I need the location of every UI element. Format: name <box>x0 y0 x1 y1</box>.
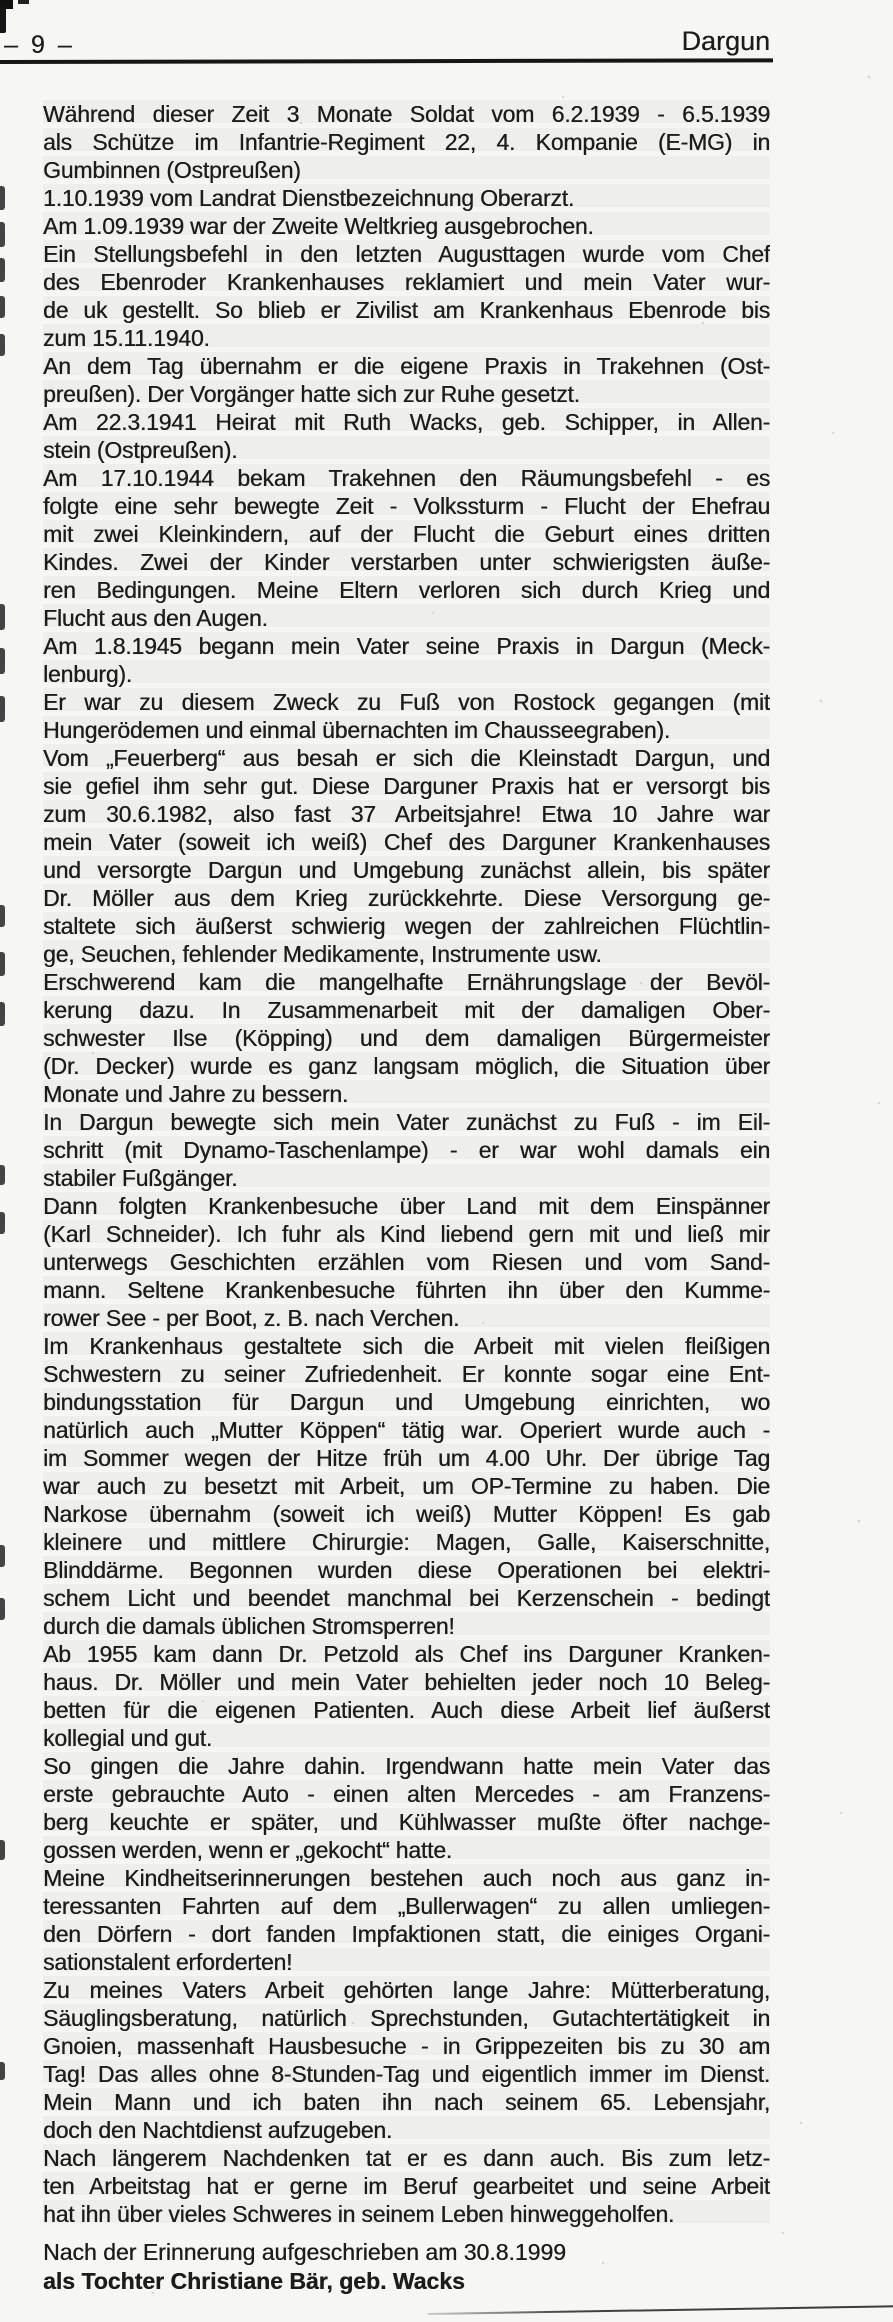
paragraph <box>43 464 770 632</box>
text-line: im Sommer wegen der Hitze früh um 4.00 Uhr. Der übrige Tag <box>43 1445 770 1471</box>
paragraph <box>43 1752 770 1864</box>
scan-artifact <box>0 222 5 247</box>
scan-artifact <box>0 1212 5 1234</box>
text-line: schritt (mit Dynamo-Taschenlampe) - er war wohl damals ein <box>43 1137 770 1163</box>
paragraph <box>43 1864 770 1976</box>
text-line: Zu meines Vaters Arbeit gehörten lange Jahre: Mütterberatung, <box>43 1977 770 2003</box>
scan-artifact <box>0 334 5 356</box>
text-line: Am 17.10.1944 bekam Trakehnen den Räumungsbefehl - es <box>43 465 770 491</box>
paragraph <box>43 1192 770 1332</box>
text-line: schem Licht und beendet manchmal bei Kerzenschein - bedingt <box>43 1585 770 1611</box>
text-line: kollegial und gut. <box>43 1725 213 1751</box>
text-line: Hungerödemen und einmal übernachten im Chausseegraben). <box>43 717 671 743</box>
text-line: preußen). Der Vorgänger hatte sich zur Ruhe gesetzt. <box>43 381 580 407</box>
paragraph <box>43 1108 770 1192</box>
text-line: Flucht aus den Augen. <box>43 605 268 631</box>
scan-artifact <box>0 1165 5 1185</box>
text-line: sie gefiel ihm sehr gut. Diese Darguner Praxis hat er versorgt bis <box>43 773 770 799</box>
text-line: durch die damals üblichen Stromsperren! <box>43 1613 455 1639</box>
text-line: Ein Stellungsbefehl in den letzten Augusttagen wurde vom Chef <box>43 241 770 267</box>
text-line: (Dr. Decker) wurde es ganz langsam möglich, die Situation über <box>43 1053 770 1079</box>
text-line: An dem Tag übernahm er die eigene Praxis in Trakehnen (Ost- <box>43 353 770 379</box>
scan-artifact <box>0 258 5 282</box>
text-line: berg keuchte er später, und Kühlwasser mußte öfter nachge- <box>43 1809 770 1835</box>
text-line: teressanten Fahrten auf dem „Bullerwagen“ zu allen umliegen- <box>43 1893 770 1919</box>
scan-artifact <box>0 952 5 976</box>
text-line: natürlich auch „Mutter Köppen“ tätig war. Operiert wurde auch - <box>43 1417 770 1443</box>
text-line: ten Arbeitstag hat er gerne im Beruf gearbeitet und seine Arbeit <box>43 2173 770 2199</box>
text-line: Nach längerem Nachdenken tat er es dann auch. Bis zum letz- <box>43 2145 770 2171</box>
text-line: erste gebrauchte Auto - einen alten Mercedes - am Franzens- <box>43 1781 770 1807</box>
scan-artifact <box>0 296 5 318</box>
text-line: mit zwei Kleinkindern, auf der Flucht die Geburt eines dritten <box>43 521 770 547</box>
text-line: Narkose übernahm (soweit ich weiß) Mutter Köppen! Es gab <box>43 1501 770 1527</box>
text-line: und versorgte Dargun und Umgebung zunächst allein, bis später <box>43 857 770 883</box>
header-rule <box>0 58 773 64</box>
paragraph <box>43 1332 770 1640</box>
text-line: Während dieser Zeit 3 Monate Soldat vom 6.2.1939 - 6.5.1939 <box>43 101 770 127</box>
text-line: Gnoien, massenhaft Hausbesuche - in Grippezeiten bis zu 30 am <box>43 2033 770 2059</box>
text-line: So gingen die Jahre dahin. Irgendwann hatte mein Vater das <box>43 1753 770 1779</box>
text-line: doch den Nachtdienst aufzugeben. <box>43 2117 393 2143</box>
page-number: – 9 – <box>4 31 75 59</box>
scan-artifact <box>0 1840 5 1860</box>
scan-artifact <box>0 1545 5 1567</box>
footer-signature: als Tochter Christiane Bär, geb. Wacks <box>43 2268 465 2294</box>
bottom-scan-edge-line <box>428 2305 893 2315</box>
text-line: ge, Seuchen, fehlender Medikamente, Instrumente usw. <box>43 941 602 967</box>
text-line: betten für die eigenen Patienten. Auch diese Arbeit lief äußerst <box>43 1697 770 1723</box>
text-line: stabiler Fußgänger. <box>43 1165 238 1191</box>
text-line: Gumbinnen (Ostpreußen) <box>43 157 301 183</box>
paragraph <box>43 2144 770 2228</box>
page-footer <box>43 2238 770 2296</box>
text-line: staltete sich äußerst schwierig wegen der zahlreichen Flüchtlin- <box>43 913 770 939</box>
text-line: Schwestern zu seiner Zufriedenheit. Er konnte sogar eine Ent- <box>43 1361 770 1387</box>
text-line: gossen werden, wenn er „gekocht“ hatte. <box>43 1837 452 1863</box>
paragraph <box>43 1640 770 1752</box>
scan-artifact <box>0 2062 5 2080</box>
text-line: Am 22.3.1941 Heirat mit Ruth Wacks, geb. Schipper, in Allen- <box>43 409 770 435</box>
scan-artifact <box>0 1002 5 1026</box>
text-line: ren Bedingungen. Meine Eltern verloren sich durch Krieg und <box>43 577 770 603</box>
text-line: Monate und Jahre zu bessern. <box>43 1081 349 1107</box>
paragraph <box>43 1976 770 2144</box>
paragraph <box>43 744 770 968</box>
text-line: bindungsstation für Dargun und Umgebung einrichten, wo <box>43 1389 770 1415</box>
text-line: sationstalent erforderten! <box>43 1949 293 1975</box>
scan-artifact <box>0 1598 5 1620</box>
text-line: schwester Ilse (Köpping) und dem damaligen Bürgermeister <box>43 1025 770 1051</box>
text-line: den Dörfern - dort fanden Impfaktionen statt, die einiges Organi- <box>43 1921 770 1947</box>
scan-artifact <box>0 604 5 630</box>
text-line: unterwegs Geschichten erzählen vom Riesen und vom Sand- <box>43 1249 770 1275</box>
paragraph <box>43 408 770 464</box>
text-line: haus. Dr. Möller und mein Vater behielten jeder noch 10 Beleg- <box>43 1669 770 1695</box>
text-line: als Schütze im Infantrie-Regiment 22, 4. Kompanie (E-MG) in <box>43 129 770 155</box>
text-line: (Karl Schneider). Ich fuhr als Kind liebend gern mit und ließ mir <box>43 1221 770 1247</box>
paragraph <box>43 688 770 744</box>
text-line: war auch zu besetzt mit Arbeit, um OP-Termine zu haben. Die <box>43 1473 770 1499</box>
header-title: Dargun <box>681 26 770 56</box>
scan-artifact <box>0 696 5 722</box>
text-line: Kindes. Zwei der Kinder verstarben unter schwierigsten äuße- <box>43 549 770 575</box>
paragraph <box>43 240 770 352</box>
text-line: Ab 1955 kam dann Dr. Petzold als Chef ins Darguner Kranken- <box>43 1641 770 1667</box>
text-line: des Ebenroder Krankenhauses reklamiert und mein Vater wur- <box>43 269 770 295</box>
text-line: lenburg). <box>43 661 132 687</box>
text-line: mein Vater (soweit ich weiß) Chef des Darguner Krankenhauses <box>43 829 770 855</box>
paragraph <box>43 352 770 408</box>
scan-artifact <box>0 648 5 674</box>
paragraph <box>43 212 770 240</box>
text-line: In Dargun bewegte sich mein Vater zunächst zu Fuß - im Eil- <box>43 1109 770 1135</box>
text-line: Dann folgten Krankenbesuche über Land mit dem Einspänner <box>43 1193 770 1219</box>
text-line: mann. Seltene Krankenbesuche führten ihn über den Kumme- <box>43 1277 770 1303</box>
text-line: Tag! Das alles ohne 8-Stunden-Tag und eigentlich immer im Dienst. <box>43 2061 770 2087</box>
text-line: zum 15.11.1940. <box>43 325 210 351</box>
text-line: hat ihn über vieles Schweres in seinem Leben hinweggeholfen. <box>43 2201 675 2227</box>
text-line: Am 1.09.1939 war der Zweite Weltkrieg ausgebrochen. <box>43 213 594 239</box>
paragraph <box>43 184 770 212</box>
text-line: Blinddärme. Begonnen wurden diese Operationen bei elektri- <box>43 1557 770 1583</box>
footer-note: Nach der Erinnerung aufgeschrieben am 30.8.1999 <box>43 2239 566 2265</box>
text-line: Erschwerend kam die mangelhafte Ernährungslage der Bevöl- <box>43 969 770 995</box>
paragraph <box>43 632 770 688</box>
text-line: Er war zu diesem Zweck zu Fuß von Rostock gegangen (mit <box>43 689 770 715</box>
text-line: folgte eine sehr bewegte Zeit - Volkssturm - Flucht der Ehefrau <box>43 493 770 519</box>
text-line: zum 30.6.1982, also fast 37 Arbeitsjahre! Etwa 10 Jahre war <box>43 801 770 827</box>
text-line: rower See - per Boot, z. B. nach Verchen. <box>43 1305 460 1331</box>
text-line: 1.10.1939 vom Landrat Dienstbezeichnung Oberarzt. <box>43 185 575 211</box>
paragraph <box>43 100 770 184</box>
text-line: Vom „Feuerberg“ aus besah er sich die Kleinstadt Dargun, und <box>43 745 770 771</box>
text-line: kerung dazu. In Zusammenarbeit mit der damaligen Ober- <box>43 997 770 1023</box>
text-line: Säuglingsberatung, natürlich Sprechstunden, Gutachtertätigkeit in <box>43 2005 770 2031</box>
text-line: Im Krankenhaus gestaltete sich die Arbeit mit vielen fleißigen <box>43 1333 770 1359</box>
scan-artifact <box>18 0 29 4</box>
page-body <box>43 100 770 2228</box>
text-line: Meine Kindheitserinnerungen bestehen auch noch aus ganz in- <box>43 1865 770 1891</box>
text-line: kleinere und mittlere Chirurgie: Magen, Galle, Kaiserschnitte, <box>43 1529 770 1555</box>
text-line: stein (Ostpreußen). <box>43 437 238 463</box>
text-line: Mein Mann und ich baten ihn nach seinem 65. Lebensjahr, <box>43 2089 770 2115</box>
text-line: Dr. Möller aus dem Krieg zurückkehrte. Diese Versorgung ge- <box>43 885 770 911</box>
paragraph <box>43 968 770 1108</box>
text-line: de uk gestellt. So blieb er Zivilist am Krankenhaus Ebenrode bis <box>43 297 770 323</box>
scan-artifact <box>0 905 5 927</box>
scan-artifact <box>0 186 5 210</box>
text-line: Am 1.8.1945 begann mein Vater seine Praxis in Dargun (Meck- <box>43 633 770 659</box>
